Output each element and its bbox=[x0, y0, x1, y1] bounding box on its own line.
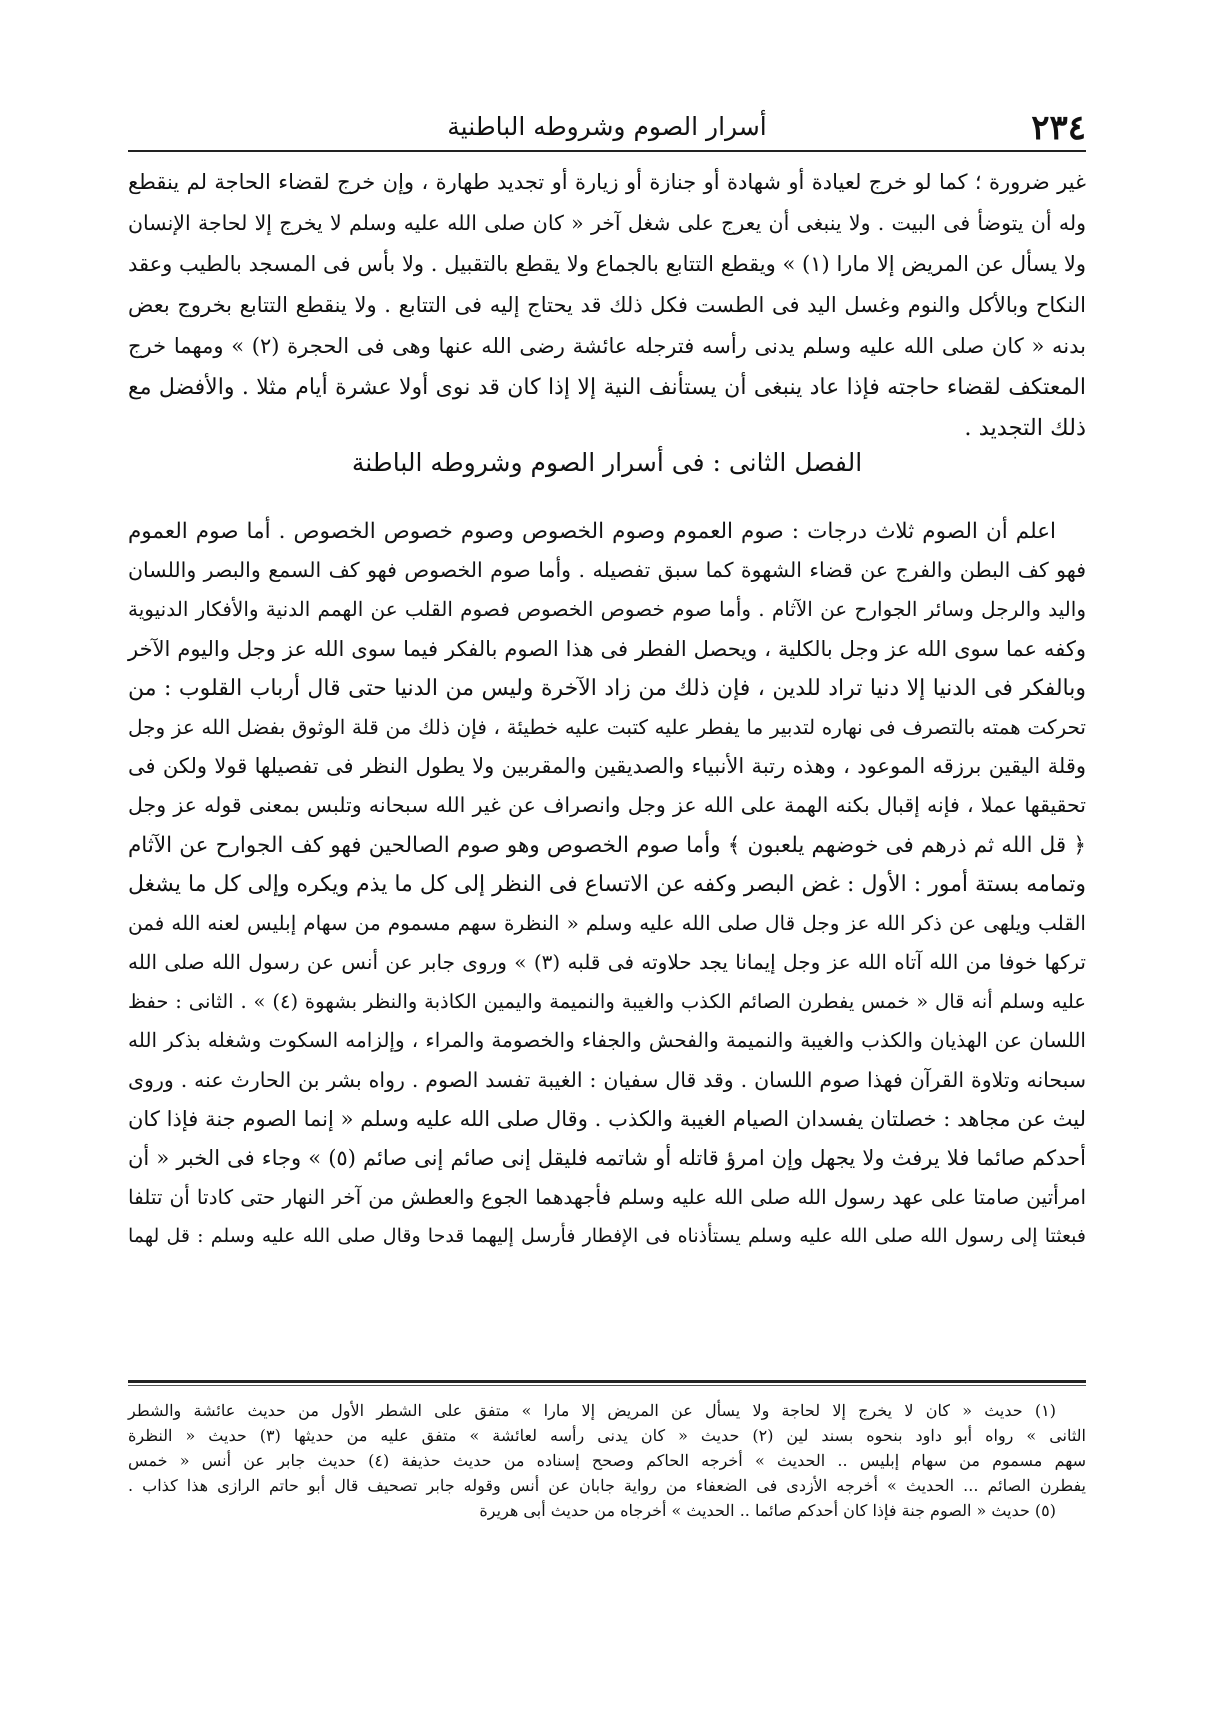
footnote-line: سهم مسموم من سهام إبليس .. الحديث » أخرجه الحاكم وصحح إسناده من حديث حذيفة (٤) حديث جابر عن أنس « خمس bbox=[128, 1451, 1087, 1470]
text-line: ذلك التجديد . bbox=[964, 415, 1086, 441]
footnotes bbox=[128, 1398, 1086, 1523]
text-line: تركها خوفا من الله آتاه الله عز وجل إيمانا يجد حلاوته فى قلبه (٣) » وروى جابر عن أنس عن رسول الله صلى الله bbox=[128, 950, 1086, 975]
text-line: عليه وسلم أنه قال « خمس يفطرن الصائم الكذب والغيبة والنميمة واليمين الكاذبة والنظر بشهوة (٤) » . الثانى : حفظ bbox=[128, 990, 1087, 1014]
footnote-line: (١) حديث « كان لا يخرج إلا لحاجة ولا يسأل عن المريض إلا مارا » متفق على الشطر الأول من حديث عائشة والشطر bbox=[128, 1401, 1056, 1420]
chapter-heading: الفصل الثانى : فى أسرار الصوم وشروطه الباطنة bbox=[351, 448, 863, 477]
text-line: النكاح وبالأكل والنوم وغسل اليد فى الطست فكل ذلك قد يحتاج إليه فى التتابع . ولا ينقطع التتابع بخروج بعض bbox=[128, 293, 1086, 317]
page-number: ٢٣٤ bbox=[1031, 108, 1086, 148]
paragraph-continued bbox=[128, 162, 1086, 449]
text-line: واليد والرجل وسائر الجوارح عن الآثام . وأما صوم خصوص الخصوص فصوم القلب عن الهمم الدنية والأفكار الدنيوية bbox=[128, 597, 1086, 622]
footnote-line: الثانى » رواه أبو داود بنحوه بسند لين (٢) حديث « كان يدنى رأسه لعائشة » متفق عليه من حديثها (٣) حديث « النظرة bbox=[128, 1426, 1087, 1445]
text-line: فهو كف البطن والفرج عن قضاء الشهوة كما سبق تفصيله . وأما صوم الخصوص فهو كف السمع والبصر واللسان bbox=[128, 558, 1086, 583]
text-line: وكفه عما سوى الله عز وجل بالكلية ، ويحصل الفطر فى هذا الصوم بالفكر فيما سوى الله عز وجل واليوم الآخر bbox=[128, 636, 1086, 661]
text-line: وقلة اليقين برزقه الموعود ، وهذه رتبة الأنبياء والصديقين والمقربين ولا يطول النظر فى تفصيلها قولا ولكن فى bbox=[128, 754, 1086, 779]
text-line: وتمامه بستة أمور : الأول : غض البصر وكفه عن الاتساع فى النظر إلى كل ما يذم ويكره وإلى كل ما يشغل bbox=[128, 871, 1086, 897]
footnote-rule bbox=[128, 1380, 1086, 1383]
text-line: بدنه « كان صلى الله عليه وسلم يدنى رأسه فترجله عائشة رضى الله عنها وهى فى الحجرة (٢) » ومهما خرج bbox=[128, 334, 1086, 358]
text-line: فبعثتا إلى رسول الله صلى الله عليه وسلم يستأذناه فى الإفطار فأرسل إليهما قدحا وقال صلى الله عليه وسلم : قل لهما bbox=[128, 1225, 1086, 1248]
paragraph-main bbox=[128, 512, 1086, 1257]
text-line: تحركت همته بالتصرف فى نهاره لتدبير ما يفطر عليه كتبت عليه خطيئة ، فإن ذلك من قلة الوثوق بفضل الله عز وجل bbox=[128, 714, 1086, 739]
header-rule bbox=[128, 150, 1086, 152]
text-line: ولا يسأل عن المريض إلا مارا (١) » ويقطع التتابع بالجماع ولا يقطع بالتقبيل . ولا بأس فى المسجد بالطيب وعقد bbox=[128, 252, 1086, 276]
text-line: تحقيقها عملا ، فإنه إقبال بكنه الهمة على الله عز وجل وانصراف عن غير الله سبحانه وتلبس بمعنى قوله عز وجل bbox=[128, 793, 1086, 818]
text-line: وبالفكر فى الدنيا إلا دنيا تراد للدين ، فإن ذلك من زاد الآخرة وليس من الدنيا حتى قال أرباب القلوب : من bbox=[128, 675, 1086, 701]
text-line: ﴿ قل الله ثم ذرهم فى خوضهم يلعبون ﴾ وأما صوم الخصوص وهو صوم الصالحين فهو كف الجوارح عن الآثام bbox=[128, 832, 1086, 858]
footnote-line: (٥) حديث « الصوم جنة فإذا كان أحدكم صائما .. الحديث » أخرجاه من حديث أبى هريرة bbox=[479, 1501, 1056, 1520]
running-title: أسرار الصوم وشروطه الباطنية bbox=[447, 112, 767, 141]
text-line: ليث عن مجاهد : خصلتان يفسدان الصيام الغيبة والكذب . وقال صلى الله عليه وسلم « إنما الصوم جنة فإذا كان bbox=[128, 1106, 1086, 1131]
text-line: اعلم أن الصوم ثلاث درجات : صوم العموم وصوم الخصوص وصوم خصوص الخصوص . أما صوم العموم bbox=[128, 519, 1056, 544]
text-line: امرأتين صامتا على عهد رسول الله صلى الله عليه وسلم فأجهدهما الجوع والعطش من آخر النهار حتى كادتا أن تتلفا bbox=[128, 1185, 1086, 1210]
text-line: وله أن يتوضأ فى البيت . ولا ينبغى أن يعرج على شغل آخر « كان صلى الله عليه وسلم لا يخرج إلا لحاجة الإنسان bbox=[128, 211, 1086, 235]
text-line: اللسان عن الهذيان والكذب والغيبة والنميمة والفحش والجفاء والخصومة والمراء ، وإلزامه السكوت وشغله بذكر الله bbox=[128, 1028, 1086, 1053]
page-header bbox=[128, 108, 1086, 148]
text-line: سبحانه وتلاوة القرآن فهذا صوم اللسان . وقد قال سفيان : الغيبة تفسد الصوم . رواه بشر بن الحارث عنه . وروى bbox=[128, 1067, 1086, 1092]
text-line: أحدكم صائما فلا يرفث ولا يجهل وإن امرؤ قاتله أو شاتمه فليقل إنى صائم إنى صائم (٥) » وجاء فى الخبر « أن bbox=[128, 1146, 1086, 1170]
footnote-line: يفطرن الصائم ... الحديث » أخرجه الأزدى فى الضعفاء من رواية جابان عن أنس وقوله جابر تصحيف قال أبو حاتم الرازى هذا كذاب . bbox=[128, 1476, 1086, 1495]
text-line: القلب ويلهى عن ذكر الله عز وجل قال صلى الله عليه وسلم « النظرة سهم مسموم من سهام إبليس لعنه الله فمن bbox=[128, 910, 1086, 935]
text-line: غير ضرورة ؛ كما لو خرج لعيادة أو شهادة أو جنازة أو زيارة أو تجديد طهارة ، وإن خرج لقضاء الحاجة لم ينقطع bbox=[128, 170, 1086, 194]
footnote-rule-thin bbox=[128, 1385, 1086, 1386]
text-line: المعتكف لقضاء حاجته فإذا عاد ينبغى أن يستأنف النية إلا إذا كان قد نوى أولا عشرة أيام مثلا . والأفضل مع bbox=[128, 375, 1086, 400]
